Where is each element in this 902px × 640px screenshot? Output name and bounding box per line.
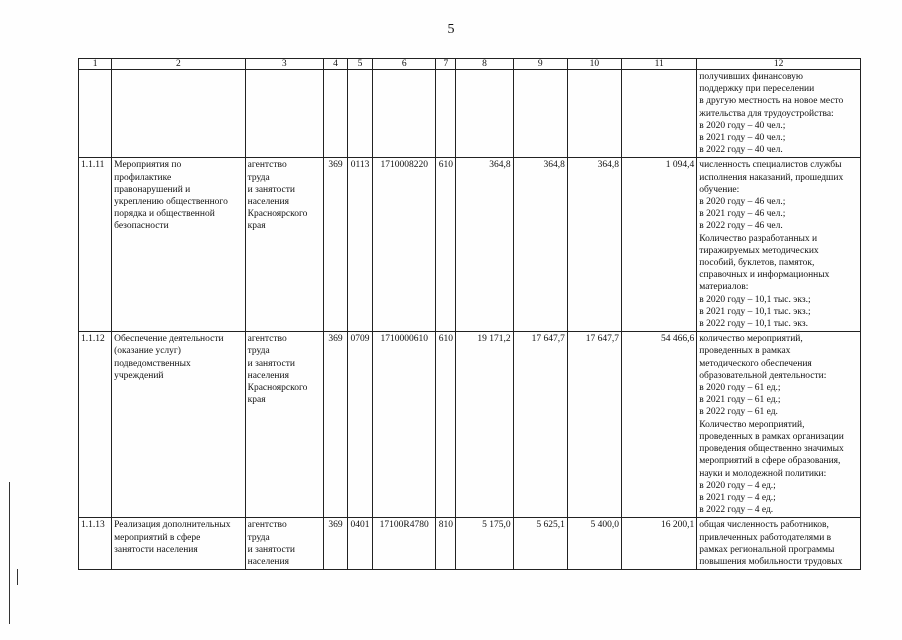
amount-total: 1 094,4 <box>622 158 697 332</box>
text-line: в 2022 году – 40 чел. <box>699 145 783 156</box>
text-line: порядка и общественной <box>114 209 215 220</box>
text-line: в 2021 году – 40 чел.; <box>699 133 786 144</box>
text-line: агентство <box>247 334 287 345</box>
text-line: Обеспечение деятельности <box>114 334 224 345</box>
text-line: в 2021 году – 4 ед.; <box>699 492 776 503</box>
amount-total: 16 200,1 <box>622 518 697 570</box>
measures-table <box>78 58 861 570</box>
result-cell <box>697 518 861 570</box>
text-line: методического обеспечения <box>699 358 812 369</box>
text-line: проведенных в рамках организации <box>699 431 844 442</box>
text-line: в 2021 году – 46 чел.; <box>699 209 786 220</box>
table-row <box>79 332 861 518</box>
amount-2022: 5 400,0 <box>567 518 621 570</box>
text-line: укреплению общественного <box>114 197 228 208</box>
text-line: мероприятий в сфере <box>114 532 201 543</box>
agency <box>245 518 323 570</box>
margin-mark <box>9 482 10 624</box>
text-line: справочных и информационных <box>699 270 830 281</box>
margin-mark <box>17 569 18 585</box>
text-line: в 2020 году – 10,1 тыс. экз.; <box>699 294 811 305</box>
text-line: общая численность работников, <box>699 520 829 531</box>
code-target: 17100R4780 <box>373 518 436 570</box>
agency <box>245 158 323 332</box>
table-header-row <box>79 59 861 70</box>
code-target: 1710000610 <box>373 332 436 518</box>
text-line: мероприятий в сфере образования, <box>699 456 841 467</box>
text-line: занятости населения <box>114 544 198 555</box>
amount-2022: 17 647,7 <box>567 332 621 518</box>
table-row <box>79 158 861 332</box>
text-line: в 2021 году – 10,1 тыс. экз.; <box>699 306 811 317</box>
amount-2020: 19 171,2 <box>456 332 513 518</box>
text-line: в 2020 году – 46 чел.; <box>699 197 786 208</box>
row-id: 1.1.12 <box>79 332 112 518</box>
text-line: количество мероприятий, <box>699 334 803 345</box>
code-target: 1710008220 <box>373 158 436 332</box>
text-line: Количество мероприятий, <box>699 419 805 430</box>
column-header: 7 <box>436 59 456 70</box>
text-line: пособий, буклетов, памяток, <box>699 258 815 269</box>
column-header: 10 <box>567 59 621 70</box>
text-line: в 2022 году – 46 чел. <box>699 221 783 232</box>
text-line: в 2020 году – 61 ед.; <box>699 383 781 394</box>
page-number: 5 <box>447 22 455 37</box>
text-line: повышения мобильности трудовых <box>699 556 843 567</box>
result-cell <box>697 70 861 158</box>
text-line: Реализация дополнительных <box>114 520 231 531</box>
code-section: 0709 <box>348 332 373 518</box>
text-line: населения <box>247 556 289 567</box>
column-header: 11 <box>622 59 697 70</box>
column-header: 5 <box>348 59 373 70</box>
amount-2020: 5 175,0 <box>456 518 513 570</box>
code-expense-type: 610 <box>436 332 456 518</box>
column-header: 2 <box>112 59 246 70</box>
text-line: правонарушений и <box>114 184 191 195</box>
amount-2021: 5 625,1 <box>513 518 567 570</box>
result-cell <box>697 332 861 518</box>
text-line: жительства для трудоустройства: <box>699 108 834 119</box>
text-line: населения <box>247 370 289 381</box>
amount-total: 54 466,6 <box>622 332 697 518</box>
code-expense-type: 610 <box>436 158 456 332</box>
column-header: 6 <box>373 59 436 70</box>
text-line: агентство <box>247 520 287 531</box>
text-line: и занятости <box>247 358 295 369</box>
column-header: 9 <box>513 59 567 70</box>
row-id: 1.1.11 <box>79 158 112 332</box>
text-line: безопасности <box>114 221 169 232</box>
text-line: привлеченных работодателями в <box>699 532 832 543</box>
text-line: Красноярского <box>247 209 308 220</box>
text-line: Красноярского <box>247 383 308 394</box>
text-line: края <box>247 221 266 232</box>
continuation-row <box>79 70 861 158</box>
code-grbs: 369 <box>323 332 347 518</box>
text-line: труда <box>247 532 270 543</box>
amount-2021: 364,8 <box>513 158 567 332</box>
text-line: поддержку при переселении <box>699 84 815 95</box>
text-line: в 2021 году – 61 ед.; <box>699 395 781 406</box>
text-line: и занятости <box>247 544 295 555</box>
text-line: и занятости <box>247 184 295 195</box>
text-line: обучение: <box>699 184 740 195</box>
code-grbs: 369 <box>323 518 347 570</box>
amount-2020: 364,8 <box>456 158 513 332</box>
text-line: подведомственных <box>114 358 191 369</box>
measure-name <box>112 158 246 332</box>
text-line: проведенных в рамках <box>699 346 791 357</box>
text-line: в 2022 году – 10,1 тыс. экз. <box>699 319 808 330</box>
text-line: труда <box>247 172 270 183</box>
table-row <box>79 518 861 570</box>
text-line: в другую местность на новое место <box>699 96 844 107</box>
text-line: науки и молодежной политики: <box>699 468 827 479</box>
text-line: проведения общественно значимых <box>699 444 844 455</box>
code-section: 0113 <box>348 158 373 332</box>
text-line: населения <box>247 197 289 208</box>
text-line: получивших финансовую <box>699 72 803 82</box>
column-header: 8 <box>456 59 513 70</box>
code-expense-type: 810 <box>436 518 456 570</box>
text-line: в 2022 году – 61 ед. <box>699 407 778 418</box>
text-line: труда <box>247 346 270 357</box>
text-line: в 2020 году – 4 ед.; <box>699 480 776 491</box>
text-line: края <box>247 395 266 406</box>
column-header: 4 <box>323 59 347 70</box>
measure-name <box>112 332 246 518</box>
column-header: 3 <box>245 59 323 70</box>
text-line: исполнения наказаний, прошедших <box>699 172 844 183</box>
text-line: Количество разработанных и <box>699 233 818 244</box>
amount-2022: 364,8 <box>567 158 621 332</box>
column-header: 12 <box>697 59 861 70</box>
text-line: численность специалистов службы <box>699 160 842 171</box>
text-line: в 2020 году – 40 чел.; <box>699 120 786 131</box>
text-line: агентство <box>247 160 287 171</box>
text-line: рамках региональной программы <box>699 544 835 555</box>
text-line: материалов: <box>699 282 749 293</box>
row-id: 1.1.13 <box>79 518 112 570</box>
text-line: Мероприятия по <box>114 160 182 171</box>
text-line: учреждений <box>114 370 164 381</box>
text-line: тиражируемых методических <box>699 245 819 256</box>
text-line: образовательной деятельности: <box>699 370 827 381</box>
text-line: в 2022 году – 4 ед. <box>699 505 774 516</box>
text-line: (оказание услуг) <box>114 346 181 357</box>
column-header: 1 <box>79 59 112 70</box>
amount-2021: 17 647,7 <box>513 332 567 518</box>
measure-name <box>112 518 246 570</box>
code-grbs: 369 <box>323 158 347 332</box>
result-cell <box>697 158 861 332</box>
text-line: профилактике <box>114 172 172 183</box>
code-section: 0401 <box>348 518 373 570</box>
agency <box>245 332 323 518</box>
